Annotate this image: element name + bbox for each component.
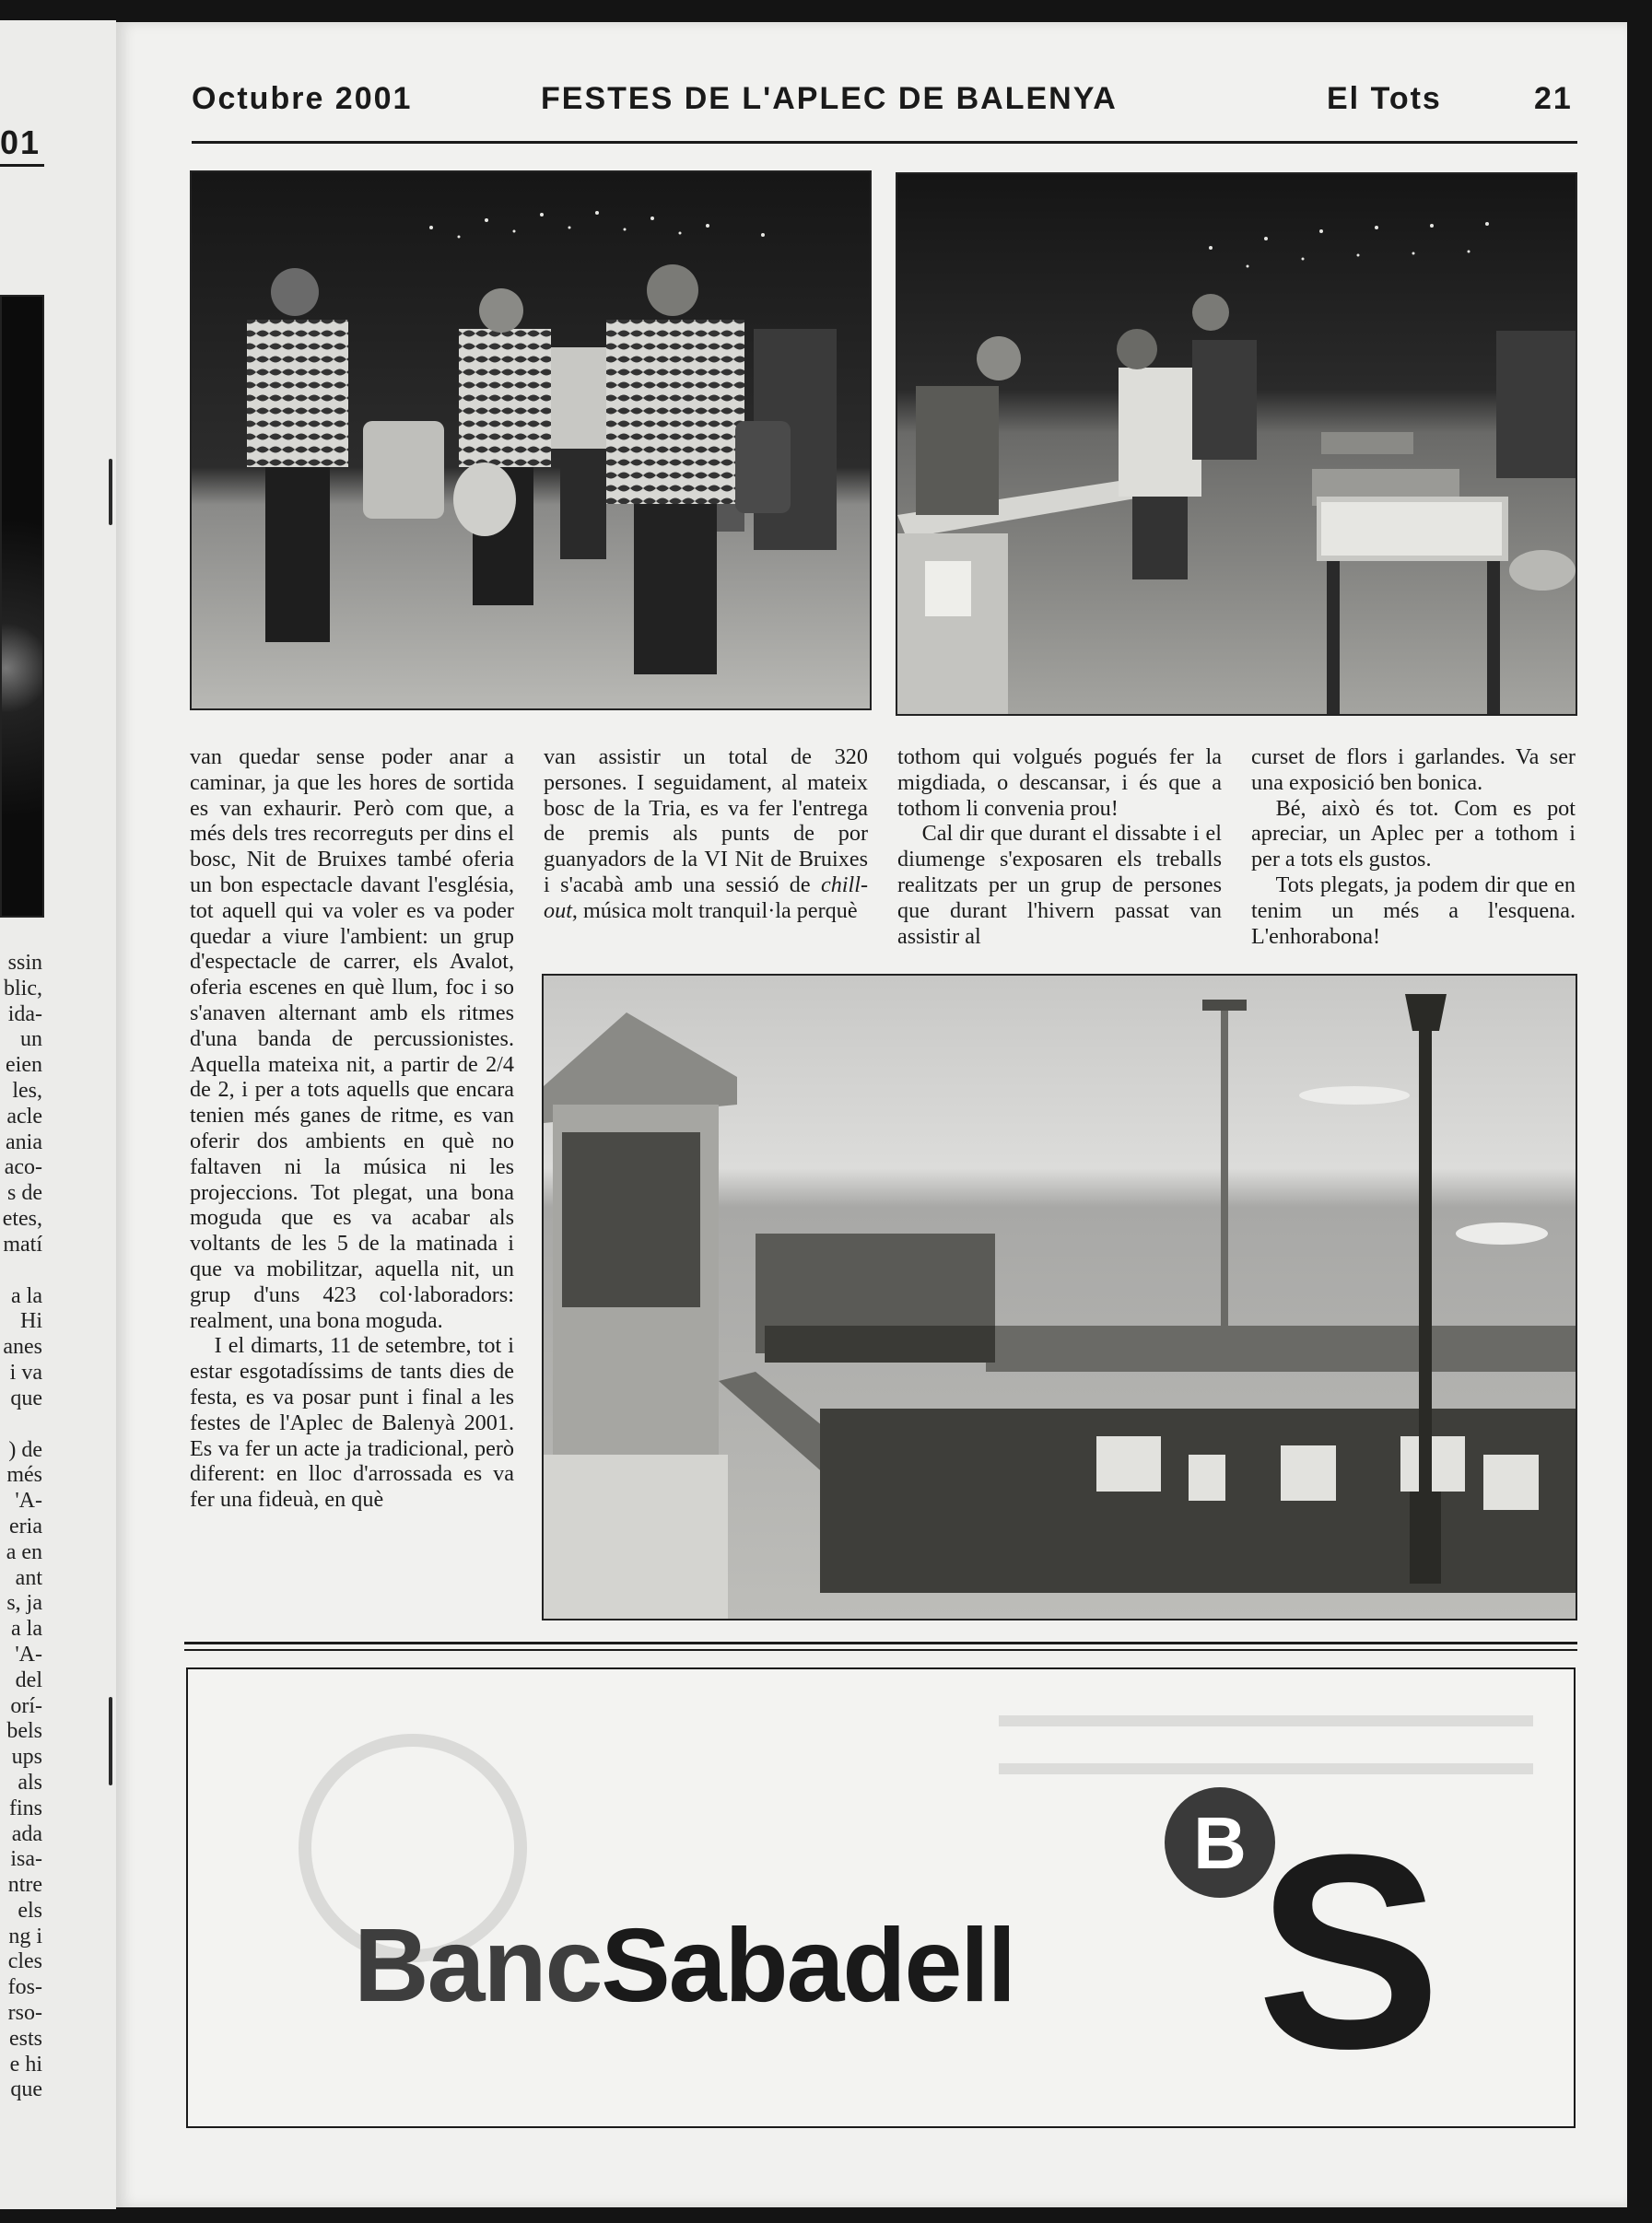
article-paragraph: Cal dir que durant el dissabte i el diumenge s'exposaren els treballs realitzats per un grup de persones que durant l'hivern passat van assistir al — [897, 821, 1222, 949]
facing-page-photo — [0, 295, 44, 918]
header-publication: El Tots — [1327, 81, 1442, 116]
article-paragraph: tothom qui volgués pogués fer la migdiada, o descansar, i és que a tothom li convenia prou! — [897, 744, 1222, 821]
article-column-1 — [190, 744, 514, 1513]
bank-logo-b-letter: B — [1193, 1802, 1247, 1884]
drummers-photo — [190, 170, 872, 710]
article-paragraph: curset de flors i garlandes. Va ser una exposició ben bonica. — [1251, 744, 1576, 795]
page-header — [76, 81, 1579, 136]
facing-page-folio: 01 — [0, 123, 41, 161]
facing-page-rule — [0, 164, 44, 167]
article-paragraph: Tots plegats, ja podem dir que en tenim un més a l'esquena. L'enhorabona! — [1251, 872, 1576, 949]
article-paragraph: Bé, això és tot. Com es pot apreciar, un Aplec per a tothom i per a tots els gustos. — [1251, 795, 1576, 872]
facing-page-text-fragments: ssin blic, ida- un eien les, acle ania aco- s de etes, matí a la Hi anes i va que ) de més 'A- eria a en ant s, ja a la 'A- del orí- bels ups als fins ada isa- ntre els ng i cles fos- rso- ests e hi que — [2, 951, 42, 2102]
bank-logo-s-letter: S — [1256, 1796, 1442, 2056]
staple-bottom — [109, 1697, 112, 1785]
article-column-3 — [897, 744, 1222, 949]
article-column-2 — [544, 744, 868, 924]
stage-audience-photo — [542, 974, 1577, 1620]
bank-wordmark — [354, 1905, 1014, 2025]
grill-photo — [896, 172, 1577, 716]
bank-logo-icon — [1165, 1780, 1459, 2056]
header-rule — [192, 141, 1577, 144]
facing-page — [0, 20, 116, 2209]
article-column-4 — [1251, 744, 1576, 949]
header-title: FESTES DE L'APLEC DE BALENYA — [541, 81, 1118, 116]
article-paragraph: van assistir un total de 320 persones. I seguidament, al mateix bosc de la Tria, es va fer l'entrega de premis als punts de por guanyadors de la VI Nit de Bruixes i s'acabà amb una sessió de chill-out, música molt tranquil·la perquè — [544, 744, 868, 923]
section-rule-bottom — [184, 1649, 1577, 1651]
header-date: Octubre 2001 — [192, 81, 413, 116]
section-rule-top — [184, 1642, 1577, 1644]
article-paragraph: I el dimarts, 11 de setembre, tot i estar esgotadíssims de tants dies de festa, es va posar punt i final a les festes de l'Aplec de Balenyà 2001. Es va fer un acte ja tradicional, però diferent: en lloc d'arrossada es va fer una fideuà, en què — [190, 1333, 514, 1513]
bank-wordmark-part1: Banc — [354, 1907, 602, 2023]
italic-term: chill-out — [544, 872, 868, 923]
header-page-number: 21 — [1534, 81, 1573, 116]
bank-advertisement — [186, 1667, 1576, 2128]
show-through-ghost — [999, 1715, 1533, 1774]
staple-top — [109, 459, 112, 525]
bank-wordmark-part2: Sabadell — [601, 1907, 1015, 2023]
article-paragraph: van quedar sense poder anar a caminar, ja que les hores de sortida es van exhaurir. Però com que, a més dels tres recorreguts per dins el bosc, Nit de Bruixes també oferia un bon espectacle davant l'església, tot aquell qui va voler es va poder quedar a viure l'ambient: un grup d'espectacle de carrer, els Avalot, oferia escenes en què llum, foc i so s'anaven alternant amb els ritmes d'una banda de percussionistes. Aquella mateixa nit, a partir de 2/4 de 2, i per a tots aquells que encara tenien més ganes de ritme, es van oferir dos ambients en què no faltaven ni la música ni les projeccions. Tot plegat, una bona moguda que es va acabar als voltants de les 5 de la matinada i que va mobilitzar, aquella nit, un grup d'uns 423 col·laboradors: realment, una bona moguda. — [190, 744, 514, 1333]
